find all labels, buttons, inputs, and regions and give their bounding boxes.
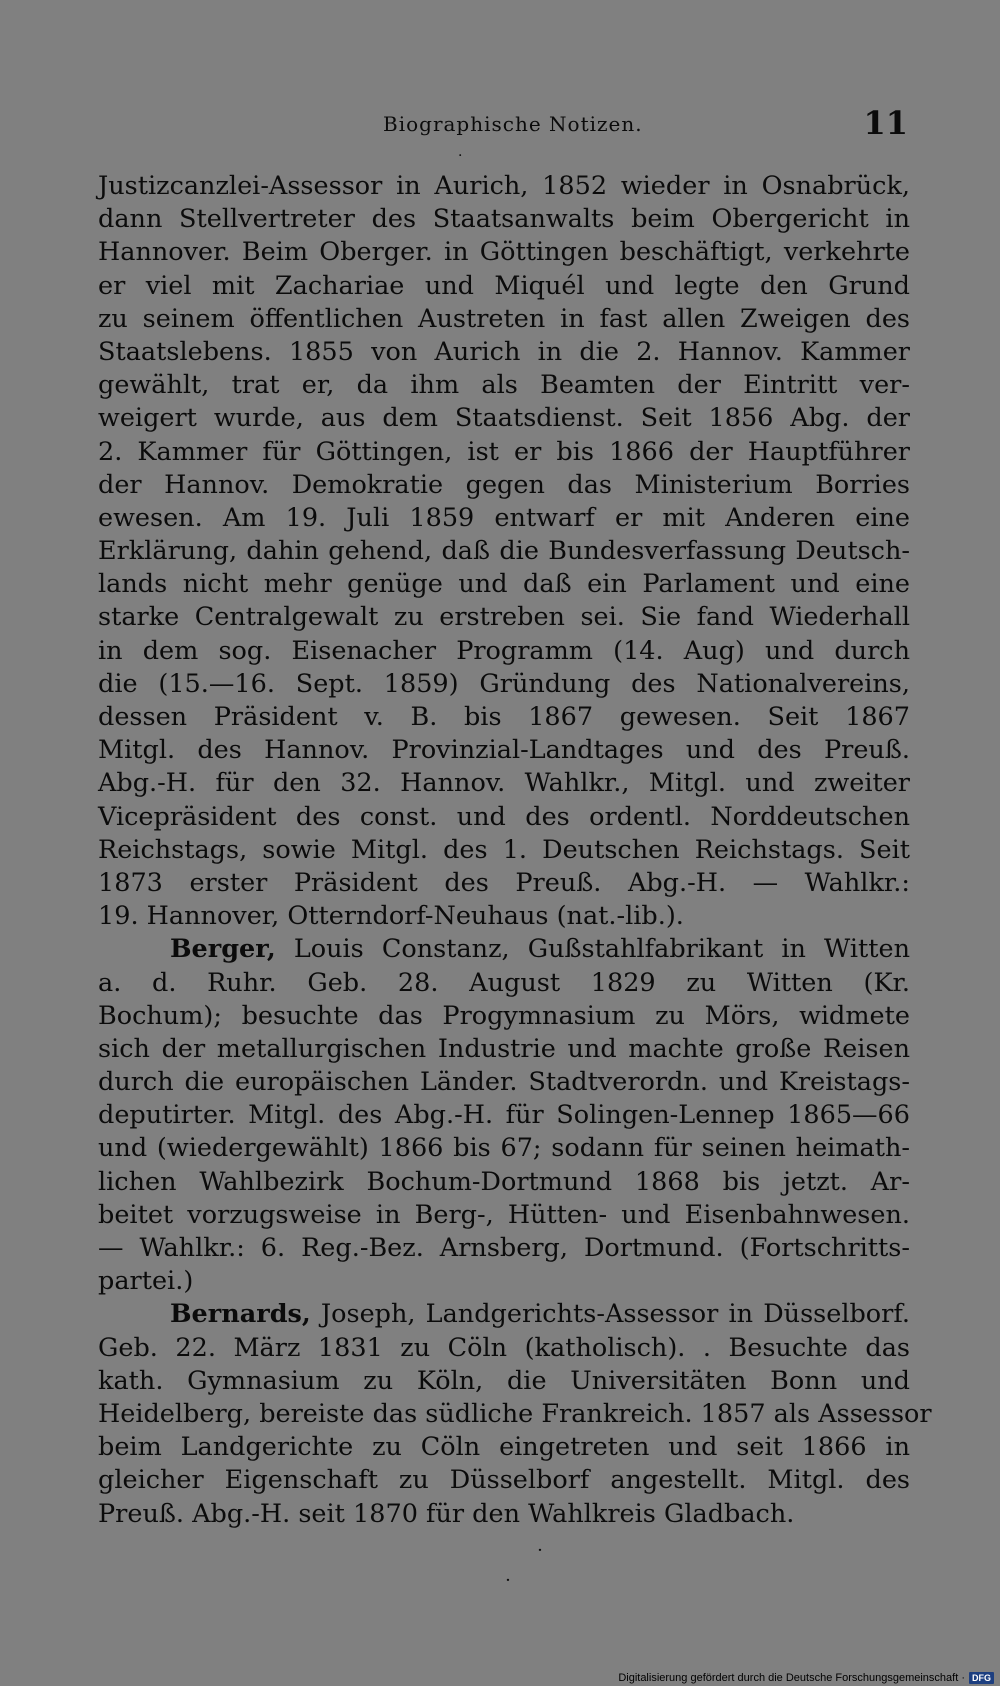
text-line: Preuß. Abg.-H. seit 1870 für den Wahlkreis Gladbach. — [98, 1498, 795, 1529]
text-line: der Hannov. Demokratie gegen das Ministerium Borries — [98, 469, 910, 500]
entry-heading-line — [98, 1298, 910, 1331]
text-line: durch die europäischen Länder. Stadtverordn. und Kreistags- — [98, 1067, 910, 1098]
entry-name: Bernards, — [170, 1299, 311, 1330]
entry-first-line: Joseph, Landgerichts-Assessor in Düsselborf. — [310, 1299, 910, 1330]
text-line: Staatslebens. 1855 von Aurich in die 2. Hannov. Kammer — [98, 336, 910, 367]
text-line: gewählt, trat er, da ihm als Beamten der Eintritt ver- — [98, 370, 910, 401]
text-line: Geb. 22. März 1831 zu Cöln (katholisch). . Besuchte das — [98, 1332, 910, 1363]
entry-continuation — [98, 170, 910, 933]
page-number: 11 — [863, 104, 908, 142]
entry-heading-line — [98, 933, 910, 966]
text-line: ewesen. Am 19. Juli 1859 entwarf er mit Anderen eine — [98, 502, 910, 533]
text-line: er viel mit Zachariae und Miquél und legte den Grund — [98, 270, 910, 301]
text-line: partei.) — [98, 1266, 194, 1297]
text-line: die (15.—16. Sept. 1859) Gründung des Nationalvereins, — [98, 668, 910, 699]
text-line: Justizcanzlei-Assessor in Aurich, 1852 wieder in Osnabrück, — [98, 171, 910, 201]
running-head: Biographische Notizen. — [383, 112, 643, 136]
text-line: dann Stellvertreter des Staatsanwalts beim Obergericht in — [98, 204, 910, 235]
text-line: beim Landgerichte zu Cöln eingetreten und seit 1866 in — [98, 1432, 910, 1463]
entry-name: Berger, — [170, 934, 276, 965]
text-line: Erklärung, dahin gehend, daß die Bundesverfassung Deutsch- — [98, 536, 910, 567]
text-line: kath. Gymnasium zu Köln, die Universitäten Bonn und — [98, 1365, 910, 1396]
text-line: 1873 erster Präsident des Preuß. Abg.-H. — Wahlkr.: — [98, 867, 910, 898]
body-text — [98, 170, 932, 1531]
text-line: gleicher Eigenschaft zu Düsselborf angestellt. Mitgl. des — [98, 1465, 910, 1496]
text-line: weigert wurde, aus dem Staatsdienst. Seit 1856 Abg. der — [98, 403, 910, 434]
page-header — [98, 98, 908, 144]
text-line: Bochum); besuchte das Progymnasium zu Mörs, widmete — [98, 1000, 910, 1031]
text-line: lichen Wahlbezirk Bochum-Dortmund 1868 bis jetzt. Ar- — [98, 1166, 910, 1197]
entry-first-line: Louis Constanz, Gußstahlfabrikant in Witten — [275, 934, 910, 965]
text-line: zu seinem öffentlichen Austreten in fast allen Zweigen des — [98, 303, 910, 334]
text-line: Vicepräsident des const. und des ordentl. Norddeutschen — [98, 801, 910, 832]
stray-dot: · — [505, 1570, 511, 1591]
tick-mark: · — [458, 148, 463, 164]
text-line: lands nicht mehr genüge und daß ein Parlament und eine — [98, 569, 910, 600]
text-line: starke Centralgewalt zu erstreben sei. Sie fand Wiederhall — [98, 602, 910, 633]
digitization-credit — [618, 1672, 994, 1684]
text-line: und (wiedergewählt) 1866 bis 67; sodann für seinen heimath- — [98, 1133, 910, 1164]
entry-bernards — [98, 1298, 932, 1530]
text-line: beitet vorzugsweise in Berg-, Hütten- und Eisenbahnwesen. — [98, 1199, 910, 1230]
text-line: Mitgl. des Hannov. Provinzial-Landtages und des Preuß. — [98, 735, 910, 766]
text-line: Hannover. Beim Oberger. in Göttingen beschäftigt, verkehrte — [98, 237, 910, 268]
text-line: Abg.-H. für den 32. Hannov. Wahlkr., Mitgl. und zweiter — [98, 768, 910, 799]
text-line: 2. Kammer für Göttingen, ist er bis 1866 der Hauptführer — [98, 436, 910, 467]
text-line: in dem sog. Eisenacher Programm (14. Aug) und durch — [98, 635, 910, 666]
credit-text: Digitalisierung gefördert durch die Deutsche Forschungsgemeinschaft · — [618, 1672, 965, 1684]
stray-dot: · — [537, 1540, 543, 1561]
text-line: Reichstags, sowie Mitgl. des 1. Deutschen Reichstags. Seit — [98, 834, 910, 865]
entry-berger — [98, 933, 910, 1298]
dfg-logo: DFG — [969, 1672, 994, 1684]
text-line: Heidelberg, bereiste das südliche Frankreich. 1857 als Assessor — [98, 1398, 932, 1429]
text-line: 19. Hannover, Otterndorf-Neuhaus (nat.-lib.). — [98, 901, 684, 932]
text-line: dessen Präsident v. B. bis 1867 gewesen. Seit 1867 — [98, 702, 910, 732]
text-line: a. d. Ruhr. Geb. 28. August 1829 zu Witten (Kr. — [98, 967, 910, 998]
text-line: — Wahlkr.: 6. Reg.-Bez. Arnsberg, Dortmund. (Fortschritts- — [98, 1233, 910, 1263]
text-line: deputirter. Mitgl. des Abg.-H. für Solingen-Lennep 1865—66 — [98, 1100, 910, 1131]
text-line: sich der metallurgischen Industrie und machte große Reisen — [98, 1033, 910, 1064]
